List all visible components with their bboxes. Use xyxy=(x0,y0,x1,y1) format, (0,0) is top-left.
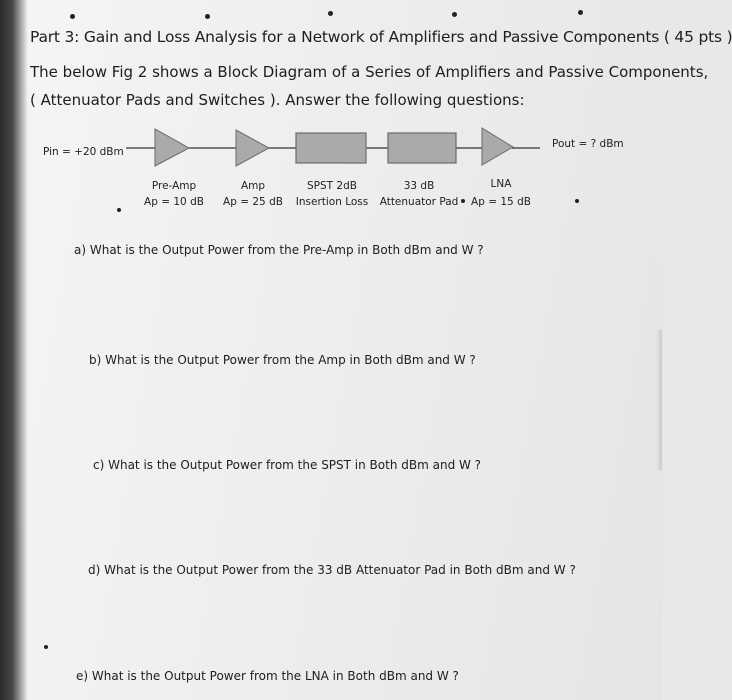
lna-gain: Ap = 15 dB xyxy=(471,196,531,208)
dot-mark xyxy=(117,208,121,212)
question-c: c) What is the Output Power from the SPST in Both dBm and W ? xyxy=(93,458,482,472)
pre-amp-name: Pre-Amp xyxy=(151,180,197,192)
pre-amp-triangle xyxy=(155,129,189,166)
intro-text-line-2: ( Attenuator Pads and Switches ). Answer the following questions: xyxy=(30,91,525,109)
question-a: a) What is the Output Power from the Pre-Amp in Both dBm and W ? xyxy=(74,243,484,257)
question-b: b) What is the Output Power from the Amp in Both dBm and W ? xyxy=(89,353,476,367)
dot-mark xyxy=(461,199,465,203)
spst-switch-block xyxy=(296,133,366,163)
amp-name: Amp xyxy=(240,180,266,192)
page-title: Part 3: Gain and Loss Analysis for a Network of Amplifiers and Passive Components ( 45 pts ) xyxy=(30,28,732,46)
amp-triangle xyxy=(236,130,269,166)
question-e: e) What is the Output Power from the LNA in Both dBm and W ? xyxy=(76,669,459,683)
attenuator-type: Attenuator Pad xyxy=(379,196,459,208)
dot-mark xyxy=(575,199,579,203)
question-d: d) What is the Output Power from the 33 dB Attenuator Pad in Both dBm and W ? xyxy=(88,563,576,577)
pre-amp-gain: Ap = 10 dB xyxy=(144,196,204,208)
attenuator-name: 33 dB xyxy=(403,180,435,192)
lna-name: LNA xyxy=(490,178,512,190)
spst-loss: Insertion Loss xyxy=(295,196,369,208)
amp-gain: Ap = 25 dB xyxy=(223,196,283,208)
pout-label: Pout = ? dBm xyxy=(552,138,624,150)
pin-label: Pin = +20 dBm xyxy=(43,146,124,158)
intro-text-line-1: The below Fig 2 shows a Block Diagram of a Series of Amplifiers and Passive Components, xyxy=(30,63,709,81)
lna-triangle xyxy=(482,128,513,165)
spst-name: SPST 2dB xyxy=(307,180,357,192)
dot-mark xyxy=(44,645,48,649)
attenuator-pad-block xyxy=(388,133,456,163)
